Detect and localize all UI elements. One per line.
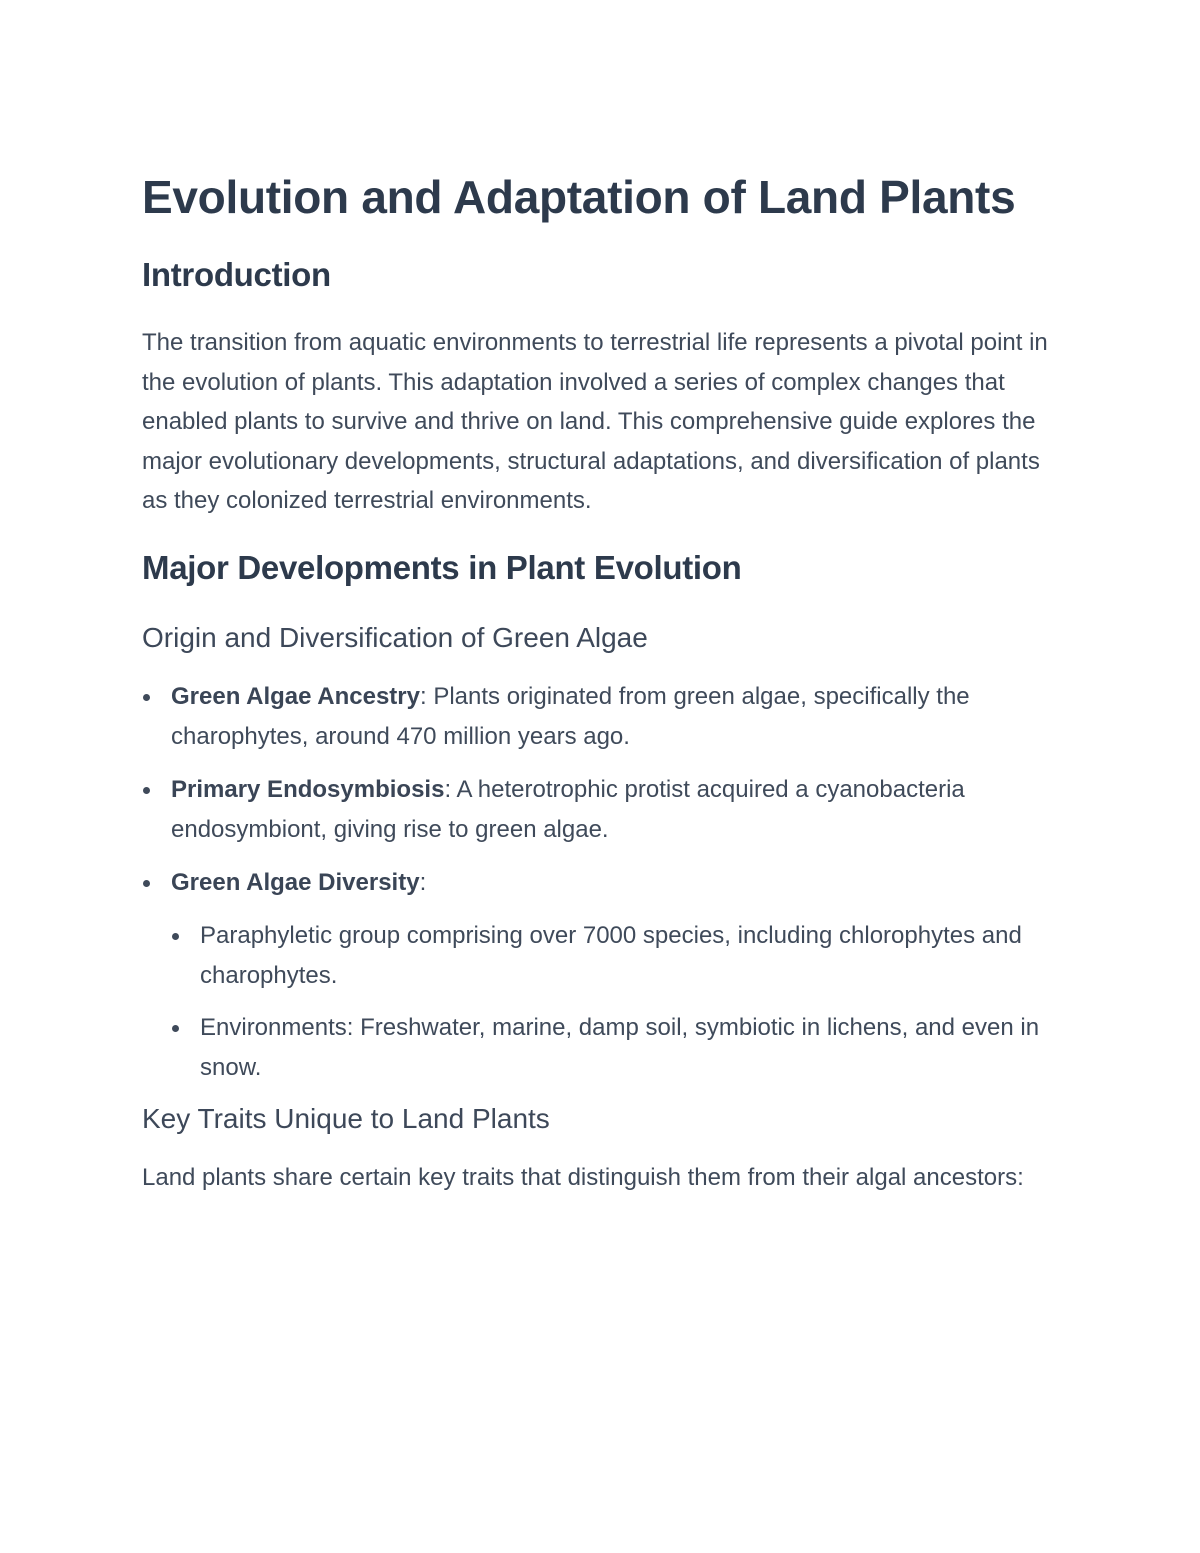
list-item-text: : Plants originated from green algae, specifically the charophytes, around 470 million years ago. [171, 682, 970, 750]
green-algae-list [142, 677, 1062, 1088]
bullet-icon [143, 694, 150, 701]
bullet-icon [143, 787, 150, 794]
subsection-heading-green-algae: Origin and Diversification of Green Algae [142, 621, 648, 653]
list-item-label: Green Algae Diversity [171, 868, 420, 896]
key-traits-paragraph: Land plants share certain key traits that distinguish them from their algal ancestors: [142, 1163, 1024, 1191]
introduction-paragraph: The transition from aquatic environments to terrestrial life represents a pivotal point in the evolution of plants. This adaptation involved a series of complex changes that enabled plants to survive and thrive on land. This comprehensive guide explores the major evolutionary developments, structural adaptations, and diversification of plants as they colonized terrestrial environments. [142, 329, 1048, 514]
list-item-label: Green Algae Ancestry [171, 682, 420, 710]
list-item [171, 863, 1062, 1088]
list-item-text: : [419, 868, 427, 896]
sublist-item [200, 1008, 1062, 1088]
subsection-heading-key-traits: Key Traits Unique to Land Plants [142, 1102, 550, 1134]
bullet-icon [172, 933, 179, 940]
sublist-item-text: Environments: Freshwater, marine, damp soil, symbiotic in lichens, and even in snow. [200, 1013, 1040, 1081]
section-heading-introduction: Introduction [142, 256, 331, 293]
list-item-label: Primary Endosymbiosis [171, 775, 445, 803]
document-page [142, 166, 1062, 1197]
section-heading-major-developments: Major Developments in Plant Evolution [142, 548, 742, 586]
green-algae-diversity-sublist [171, 916, 1062, 1088]
list-item-text: : A heterotrophic protist acquired a cyanobacteria endosymbiont, giving rise to green algae. [171, 775, 965, 843]
list-item [171, 770, 1062, 850]
bullet-icon [143, 880, 150, 887]
sublist-item-text: Paraphyletic group comprising over 7000 species, including chlorophytes and charophytes. [200, 921, 1022, 989]
list-item [171, 677, 1062, 757]
bullet-icon [172, 1025, 179, 1032]
sublist-item [200, 916, 1062, 996]
document-title: Evolution and Adaptation of Land Plants [142, 171, 1016, 223]
